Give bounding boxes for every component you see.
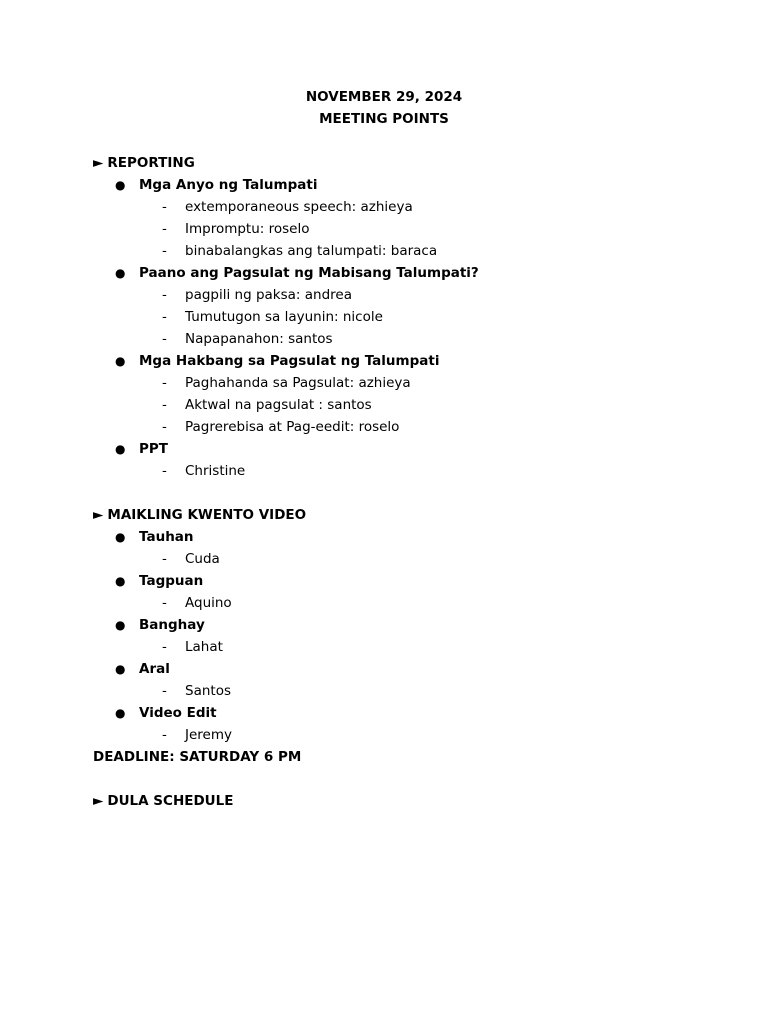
bullet-icon: ●: [115, 662, 126, 676]
reporting-item: [115, 350, 439, 372]
video-item-label: Tauhan: [139, 529, 194, 545]
video-deadline: DEADLINE: SATURDAY 6 PM: [93, 749, 302, 765]
video-item-label: Tagpuan: [139, 573, 204, 589]
reporting-subitem: [162, 394, 372, 416]
dash-icon: -: [162, 397, 167, 413]
video-subitem: [162, 548, 220, 570]
bullet-icon: ●: [115, 178, 126, 192]
bullet-icon: ●: [115, 618, 126, 632]
reporting-item: [115, 438, 168, 460]
video-item-label: Aral: [139, 661, 170, 677]
reporting-subitem: [162, 460, 245, 482]
video-subitem-text: Aquino: [185, 595, 232, 611]
reporting-item-label: Mga Hakbang sa Pagsulat ng Talumpati: [139, 353, 440, 369]
dash-icon: -: [162, 243, 167, 259]
reporting-subitem-text: Napapanahon: santos: [185, 331, 333, 347]
reporting-subitem: [162, 372, 411, 394]
video-item-label: Banghay: [139, 617, 205, 633]
reporting-subitem-text: pagpili ng paksa: andrea: [185, 287, 352, 303]
reporting-subitem-text: Aktwal na pagsulat : santos: [185, 397, 372, 413]
arrow-icon: ►: [93, 155, 104, 171]
reporting-subitem-text: Christine: [185, 463, 246, 479]
video-item: [115, 570, 203, 592]
reporting-subitem: [162, 218, 310, 240]
reporting-subitem-text: Pagrerebisa at Pag-eedit: roselo: [185, 419, 400, 435]
bullet-icon: ●: [115, 706, 126, 720]
reporting-item-label: Paano ang Pagsulat ng Mabisang Talumpati?: [139, 265, 479, 281]
reporting-subitem-text: extemporaneous speech: azhieya: [185, 199, 413, 215]
video-subitem-text: Cuda: [185, 551, 220, 567]
arrow-icon: ►: [93, 507, 104, 523]
dash-icon: -: [162, 221, 167, 237]
reporting-subitem-text: Impromptu: roselo: [185, 221, 310, 237]
video-subitem: [162, 636, 223, 658]
document-date: NOVEMBER 29, 2024: [305, 89, 463, 105]
video-subitem: [162, 724, 232, 746]
reporting-item-label: PPT: [139, 441, 168, 457]
dash-icon: -: [162, 683, 167, 699]
video-subitem: [162, 592, 232, 614]
video-item: [115, 526, 194, 548]
video-subitem-text: Jeremy: [185, 727, 232, 743]
dash-icon: -: [162, 727, 167, 743]
document-title: MEETING POINTS: [319, 111, 449, 127]
bullet-icon: ●: [115, 354, 126, 368]
video-item: [115, 702, 217, 724]
reporting-item: [115, 174, 317, 196]
section-reporting-heading: [93, 152, 195, 174]
bullet-icon: ●: [115, 574, 126, 588]
reporting-subitem: [162, 284, 352, 306]
arrow-icon: ►: [93, 793, 104, 809]
reporting-item-label: Mga Anyo ng Talumpati: [139, 177, 318, 193]
dash-icon: -: [162, 199, 167, 215]
reporting-item: [115, 262, 479, 284]
video-item-label: Video Edit: [139, 705, 217, 721]
reporting-subitem: [162, 306, 383, 328]
dash-icon: -: [162, 639, 167, 655]
video-subitem-text: Santos: [185, 683, 231, 699]
reporting-subitem-text: Tumutugon sa layunin: nicole: [185, 309, 383, 325]
video-item: [115, 614, 205, 636]
dash-icon: -: [162, 595, 167, 611]
dash-icon: -: [162, 463, 167, 479]
reporting-subitem: [162, 196, 413, 218]
section-video-heading: [93, 504, 306, 526]
bullet-icon: ●: [115, 266, 126, 280]
dash-icon: -: [162, 375, 167, 391]
video-subitem: [162, 680, 231, 702]
section-dula-label: DULA SCHEDULE: [107, 793, 234, 809]
dash-icon: -: [162, 551, 167, 567]
reporting-subitem: [162, 328, 333, 350]
reporting-subitem-text: binabalangkas ang talumpati: baraca: [185, 243, 438, 259]
video-subitem-text: Lahat: [185, 639, 223, 655]
reporting-subitem-text: Paghahanda sa Pagsulat: azhieya: [185, 375, 411, 391]
section-reporting-label: REPORTING: [107, 155, 195, 171]
video-item: [115, 658, 170, 680]
dash-icon: -: [162, 419, 167, 435]
bullet-icon: ●: [115, 530, 126, 544]
bullet-icon: ●: [115, 442, 126, 456]
reporting-subitem: [162, 240, 437, 262]
reporting-subitem: [162, 416, 399, 438]
dash-icon: -: [162, 309, 167, 325]
dash-icon: -: [162, 331, 167, 347]
dash-icon: -: [162, 287, 167, 303]
section-dula-heading: [93, 790, 233, 812]
section-video-label: MAIKLING KWENTO VIDEO: [107, 507, 307, 523]
